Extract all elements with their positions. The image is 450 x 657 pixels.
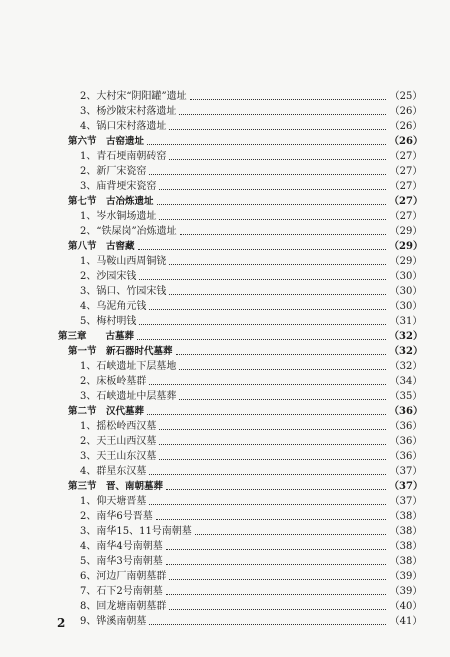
toc-entry-page: （39）	[389, 571, 423, 582]
leader-dots	[179, 399, 386, 400]
toc-entry	[0, 434, 450, 450]
toc-entry	[0, 509, 450, 525]
toc-entry-page: （38）	[389, 526, 423, 537]
toc-entry	[0, 599, 450, 615]
toc-entry-page: （37）	[389, 466, 423, 477]
leader-dots	[180, 234, 386, 235]
toc-entry-title: 4、群星东汉墓	[80, 466, 147, 477]
leader-dots	[159, 444, 386, 445]
leader-dots	[149, 474, 386, 475]
toc-entry-page: （35）	[389, 391, 423, 402]
toc-entry-title: 2、新厂宋瓷窑	[80, 166, 147, 177]
leader-dots	[149, 384, 386, 385]
toc-entry-page: （38）	[389, 541, 423, 552]
toc-entry-title: 1、石峡遗址下层墓地	[80, 361, 177, 372]
toc-entry	[0, 584, 450, 600]
toc-entry-page: （30）	[389, 301, 423, 312]
toc-entry-page: （26）	[389, 121, 423, 132]
toc-entry-page: （29）	[389, 226, 423, 237]
toc-entry-title: 4、南华4号南朝墓	[80, 541, 163, 552]
toc-entry-title: 1、仰天塘晋墓	[80, 496, 147, 507]
toc-entry	[0, 554, 450, 570]
toc-entry-title: 第六节 古窑遗址	[68, 136, 145, 147]
toc-entry	[0, 164, 450, 180]
leader-dots	[149, 624, 386, 625]
toc-entry-title: 2、床板岭墓群	[80, 376, 147, 387]
toc-entry	[0, 419, 450, 435]
toc-entry-title: 4、乌泥角元钱	[80, 301, 147, 312]
toc-entry	[0, 569, 450, 585]
toc-entry-page: （26）	[389, 136, 423, 147]
toc-entry	[0, 374, 450, 390]
toc-entry-page: （40）	[389, 601, 423, 612]
toc-entry	[0, 449, 450, 465]
toc-entry-page: （36）	[389, 421, 423, 432]
leader-dots	[159, 219, 386, 220]
toc-entry-title: 2、天王山西汉墓	[80, 436, 157, 447]
toc-entry	[0, 464, 450, 480]
toc-entry-title: 2、大村宋“阴阳罐”遗址	[80, 91, 187, 102]
leader-dots	[137, 339, 386, 340]
toc-entry	[0, 389, 450, 405]
toc-entry-title: 第八节 古窖藏	[68, 241, 135, 252]
leader-dots	[176, 354, 386, 355]
toc-entry-page: （25）	[389, 91, 423, 102]
toc-entry-page: （38）	[389, 511, 423, 522]
toc-entry-title: 2、“铁屎岗”冶炼遗址	[80, 226, 177, 237]
toc-entry	[0, 89, 450, 105]
leader-dots	[166, 489, 386, 490]
toc-entry	[0, 359, 450, 375]
leader-dots	[138, 249, 386, 250]
toc-entry-page: （32）	[389, 361, 423, 372]
toc-entry	[0, 299, 450, 315]
toc-section	[0, 344, 450, 360]
toc-entry-title: 4、锅口宋村落遗址	[80, 121, 167, 132]
toc-entry	[0, 209, 450, 225]
leader-dots	[169, 129, 386, 130]
toc-entry	[0, 224, 450, 240]
leader-dots	[139, 279, 386, 280]
toc-section	[0, 134, 450, 150]
toc-entry	[0, 104, 450, 120]
toc-entry-title: 1、青石埂南朝砖窑	[80, 151, 167, 162]
toc-entry-page: （32）	[389, 346, 423, 357]
toc-entry	[0, 284, 450, 300]
toc-entry-title: 3、南华15、11号南朝墓	[80, 526, 192, 537]
toc-chapter	[0, 329, 450, 345]
toc-section	[0, 404, 450, 420]
toc-entry-title: 6、河边厂南朝墓群	[80, 571, 167, 582]
toc-entry	[0, 254, 450, 270]
toc-entry-page: （26）	[389, 106, 423, 117]
toc-entry-page: （36）	[389, 436, 423, 447]
toc-entry	[0, 269, 450, 285]
toc-entry-page: （39）	[389, 586, 423, 597]
toc-entry-title: 3、庙背埂宋瓷窑	[80, 181, 157, 192]
toc-entry-title: 9、铧溪南朝墓	[80, 616, 147, 627]
toc-entry-title: 1、岑水铜场遗址	[80, 211, 157, 222]
leader-dots	[166, 564, 386, 565]
leader-dots	[149, 504, 386, 505]
leader-dots	[195, 534, 386, 535]
toc-entry-page: （34）	[389, 376, 423, 387]
leader-dots	[159, 429, 386, 430]
toc-entry	[0, 314, 450, 330]
toc-entry-page: （27）	[389, 181, 423, 192]
toc-entry-page: （37）	[389, 481, 423, 492]
leader-dots	[159, 459, 386, 460]
leader-dots	[166, 549, 386, 550]
toc-section	[0, 479, 450, 495]
leader-dots	[190, 99, 386, 100]
page-number: 2	[57, 616, 66, 630]
toc-entry-page: （30）	[389, 271, 423, 282]
toc-entry-page: （30）	[389, 286, 423, 297]
toc-entry-page: （41）	[389, 616, 423, 627]
toc-entry-page: （27）	[389, 196, 423, 207]
toc-entry-page: （36）	[389, 406, 423, 417]
toc-entry-title: 第三章 古墓葬	[58, 331, 135, 342]
leader-dots	[139, 324, 386, 325]
toc-entry-title: 3、锅口、竹园宋钱	[80, 286, 167, 297]
leader-dots	[157, 204, 386, 205]
toc-entry-page: （31）	[389, 316, 423, 327]
leader-dots	[166, 594, 386, 595]
leader-dots	[169, 579, 386, 580]
leader-dots	[149, 309, 386, 310]
toc-entry-title: 7、石下2号南朝墓	[80, 586, 163, 597]
toc-entry-page: （32）	[389, 331, 423, 342]
leader-dots	[149, 174, 386, 175]
toc-entry	[0, 614, 450, 630]
toc-entry-page: （36）	[389, 451, 423, 462]
toc-entry-page: （29）	[389, 241, 423, 252]
toc-entry	[0, 539, 450, 555]
toc-entry	[0, 524, 450, 540]
toc-entry-title: 3、石峡遗址中层墓葬	[80, 391, 177, 402]
leader-dots	[169, 264, 386, 265]
toc-entry-title: 1、马鞍山西周铜铙	[80, 256, 167, 267]
toc-entry-page: （27）	[389, 166, 423, 177]
toc-entry	[0, 494, 450, 510]
toc-section	[0, 194, 450, 210]
leader-dots	[147, 414, 386, 415]
toc-entry-page: （27）	[389, 211, 423, 222]
toc-entry-title: 5、梅村明钱	[80, 316, 137, 327]
leader-dots	[169, 159, 386, 160]
toc-entry-title: 第一节 新石器时代墓葬	[68, 346, 173, 357]
toc-entry-title: 1、摇松岭西汉墓	[80, 421, 157, 432]
toc-entry	[0, 179, 450, 195]
toc-entry	[0, 149, 450, 165]
leader-dots	[179, 369, 386, 370]
toc-entry	[0, 119, 450, 135]
leader-dots	[156, 519, 386, 520]
toc-entry-title: 2、沙园宋钱	[80, 271, 137, 282]
toc-entry-page: （38）	[389, 556, 423, 567]
toc-section	[0, 239, 450, 255]
toc-entry-page: （37）	[389, 496, 423, 507]
toc-entry-title: 8、回龙塘南朝墓群	[80, 601, 167, 612]
toc-entry-page: （29）	[389, 256, 423, 267]
toc-entry-title: 3、杨沙陂宋村落遗址	[80, 106, 177, 117]
toc-entry-title: 第七节 古冶炼遗址	[68, 196, 154, 207]
leader-dots	[169, 294, 386, 295]
toc-entry-page: （27）	[389, 151, 423, 162]
toc-entry-title: 第三节 晋、南朝墓葬	[68, 481, 164, 492]
toc-entry-title: 3、天王山东汉墓	[80, 451, 157, 462]
leader-dots	[147, 144, 386, 145]
toc-entry-title: 5、南华3号南朝墓	[80, 556, 163, 567]
leader-dots	[169, 609, 386, 610]
toc-entry-title: 第二节 汉代墓葬	[68, 406, 145, 417]
leader-dots	[159, 189, 386, 190]
toc-entry-title: 2、南华6号晋墓	[80, 511, 153, 522]
leader-dots	[179, 114, 386, 115]
